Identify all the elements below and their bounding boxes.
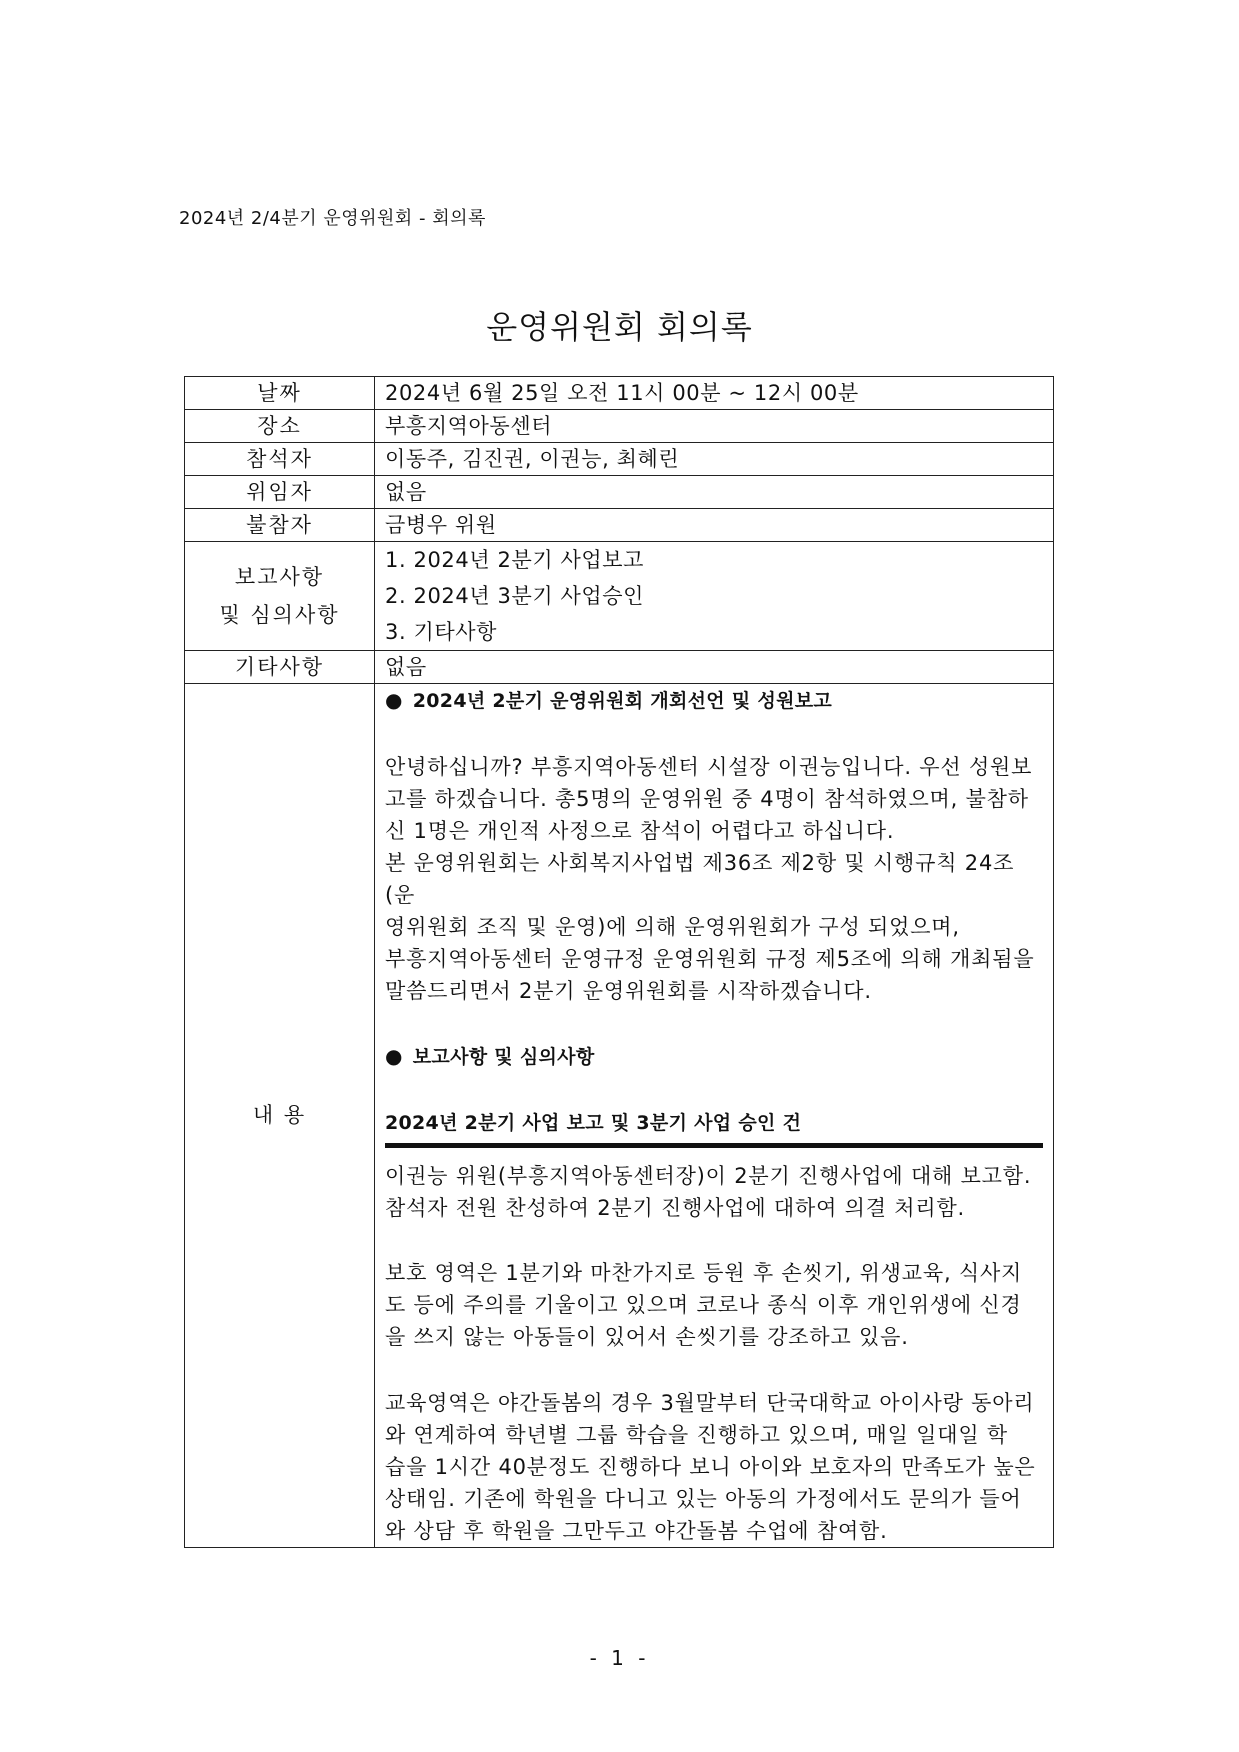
- paragraph-line: 도 등에 주의를 기울이고 있으며 코로나 종식 이후 개인위생에 신경: [385, 1293, 1022, 1317]
- table-row-delegates: [185, 476, 1054, 509]
- paragraph-line: 보호 영역은 1분기와 마찬가지로 등원 후 손씻기, 위생교육, 식사지: [385, 1261, 1023, 1285]
- table-row-date: [185, 377, 1054, 410]
- document-header: 2024년 2/4분기 운영위원회 - 회의록: [179, 208, 486, 229]
- agenda-label-line-2: 및 심의사항: [219, 603, 340, 627]
- paragraph-line: 와 상담 후 학원을 그만두고 야간돌봄 수업에 참여함.: [385, 1518, 888, 1543]
- agenda-item: 1. 2024년 2분기 사업보고: [385, 548, 645, 572]
- delegates-value: 없음: [375, 476, 1054, 509]
- table-row-attendees: [185, 443, 1054, 476]
- agenda-label: [185, 542, 375, 651]
- content-label: 내 용: [185, 684, 375, 1548]
- section-heading-reports-text: 보고사항 및 심의사항: [412, 1046, 595, 1068]
- date-value: 2024년 6월 25일 오전 11시 00분 ~ 12시 00분: [375, 377, 1054, 410]
- paragraph-line: 본 운영위원회는 사회복지사업법 제36조 제2항 및 시행규칙 24조(운: [385, 850, 1015, 907]
- page-number: - 1 -: [589, 1646, 650, 1670]
- content-body: [375, 684, 1054, 1548]
- agenda-label-line-1: 보고사항: [234, 565, 325, 589]
- paragraph-line: 말씀드리면서 2분기 운영위원회를 시작하겠습니다.: [385, 978, 872, 1003]
- place-label: 장소: [185, 410, 375, 443]
- paragraph-line: 안녕하십니까? 부흥지역아동센터 시설장 이권능입니다. 우선 성원보: [385, 754, 1033, 779]
- table-row-place: [185, 410, 1054, 443]
- absentees-value: 금병우 위원: [375, 509, 1054, 542]
- table-row-other: [185, 651, 1054, 684]
- heading-rule: [385, 1143, 1043, 1148]
- paragraph-line: 고를 하겠습니다. 총5명의 운영위원 중 4명이 참석하였으며, 불참하: [385, 786, 1029, 811]
- paragraph-line: 상태임. 기존에 학원을 다니고 있는 아동의 가정에서도 문의가 들어: [385, 1486, 1022, 1511]
- spacer: [385, 1073, 1043, 1107]
- absentees-label: 불참자: [185, 509, 375, 542]
- delegates-label: 위임자: [185, 476, 375, 509]
- spacer: [385, 1224, 1043, 1258]
- paragraph-line: 이권능 위원(부흥지역아동센터장)이 2분기 진행사업에 대해 보고함.: [385, 1163, 1032, 1188]
- spacer: [385, 717, 1043, 751]
- table-row-agenda: [185, 542, 1054, 651]
- table-row-absentees: [185, 509, 1054, 542]
- subsection-heading: 2024년 2분기 사업 보고 및 3분기 사업 승인 건: [385, 1111, 802, 1134]
- paragraph-line: 습을 1시간 40분정도 진행하다 보니 아이와 보호자의 만족도가 높은: [385, 1454, 1036, 1479]
- paragraph-line: 을 쓰지 않는 아동들이 있어서 손씻기를 강조하고 있음.: [385, 1325, 909, 1349]
- paragraph-line: 와 연계하여 학년별 그룹 학습을 진행하고 있으며, 매일 일대일 학: [385, 1422, 1008, 1447]
- page-title: 운영위원회 회의록: [486, 308, 753, 346]
- spacer: [385, 1353, 1043, 1387]
- bullet-icon: ●: [385, 1044, 403, 1068]
- section-heading-reports: [385, 1040, 1043, 1073]
- minutes-table: [184, 376, 1054, 1548]
- paragraph-line: 신 1명은 개인적 사정으로 참석이 어렵다고 하십니다.: [385, 818, 895, 843]
- date-label: 날짜: [185, 377, 375, 410]
- paragraph-line: 부흥지역아동센터 운영규정 운영위원회 규정 제5조에 의해 개최됨을: [385, 946, 1035, 971]
- agenda-items: [375, 542, 1054, 651]
- other-value: 없음: [375, 651, 1054, 684]
- other-label: 기타사항: [185, 651, 375, 684]
- paragraph-line: 영위원회 조직 및 운영)에 의해 운영위원회가 구성 되었으며,: [385, 914, 960, 939]
- agenda-item: 2. 2024년 3분기 사업승인: [385, 584, 645, 608]
- section-heading-opening: [385, 684, 1043, 717]
- paragraph-line: 교육영역은 야간돌봄의 경우 3월말부터 단국대학교 아이사랑 동아리: [385, 1390, 1035, 1415]
- attendees-value: 이동주, 김진권, 이권능, 최혜린: [375, 443, 1054, 476]
- spacer: [385, 1007, 1043, 1041]
- paragraph-line: 참석자 전원 찬성하여 2분기 진행사업에 대하여 의결 처리함.: [385, 1195, 966, 1220]
- attendees-label: 참석자: [185, 443, 375, 476]
- place-value: 부흥지역아동센터: [375, 410, 1054, 443]
- table-row-content: [185, 684, 1054, 1548]
- agenda-item: 3. 기타사항: [385, 620, 498, 644]
- section-heading-opening-text: 2024년 2분기 운영위원회 개회선언 및 성원보고: [412, 690, 833, 712]
- bullet-icon: ●: [385, 688, 403, 712]
